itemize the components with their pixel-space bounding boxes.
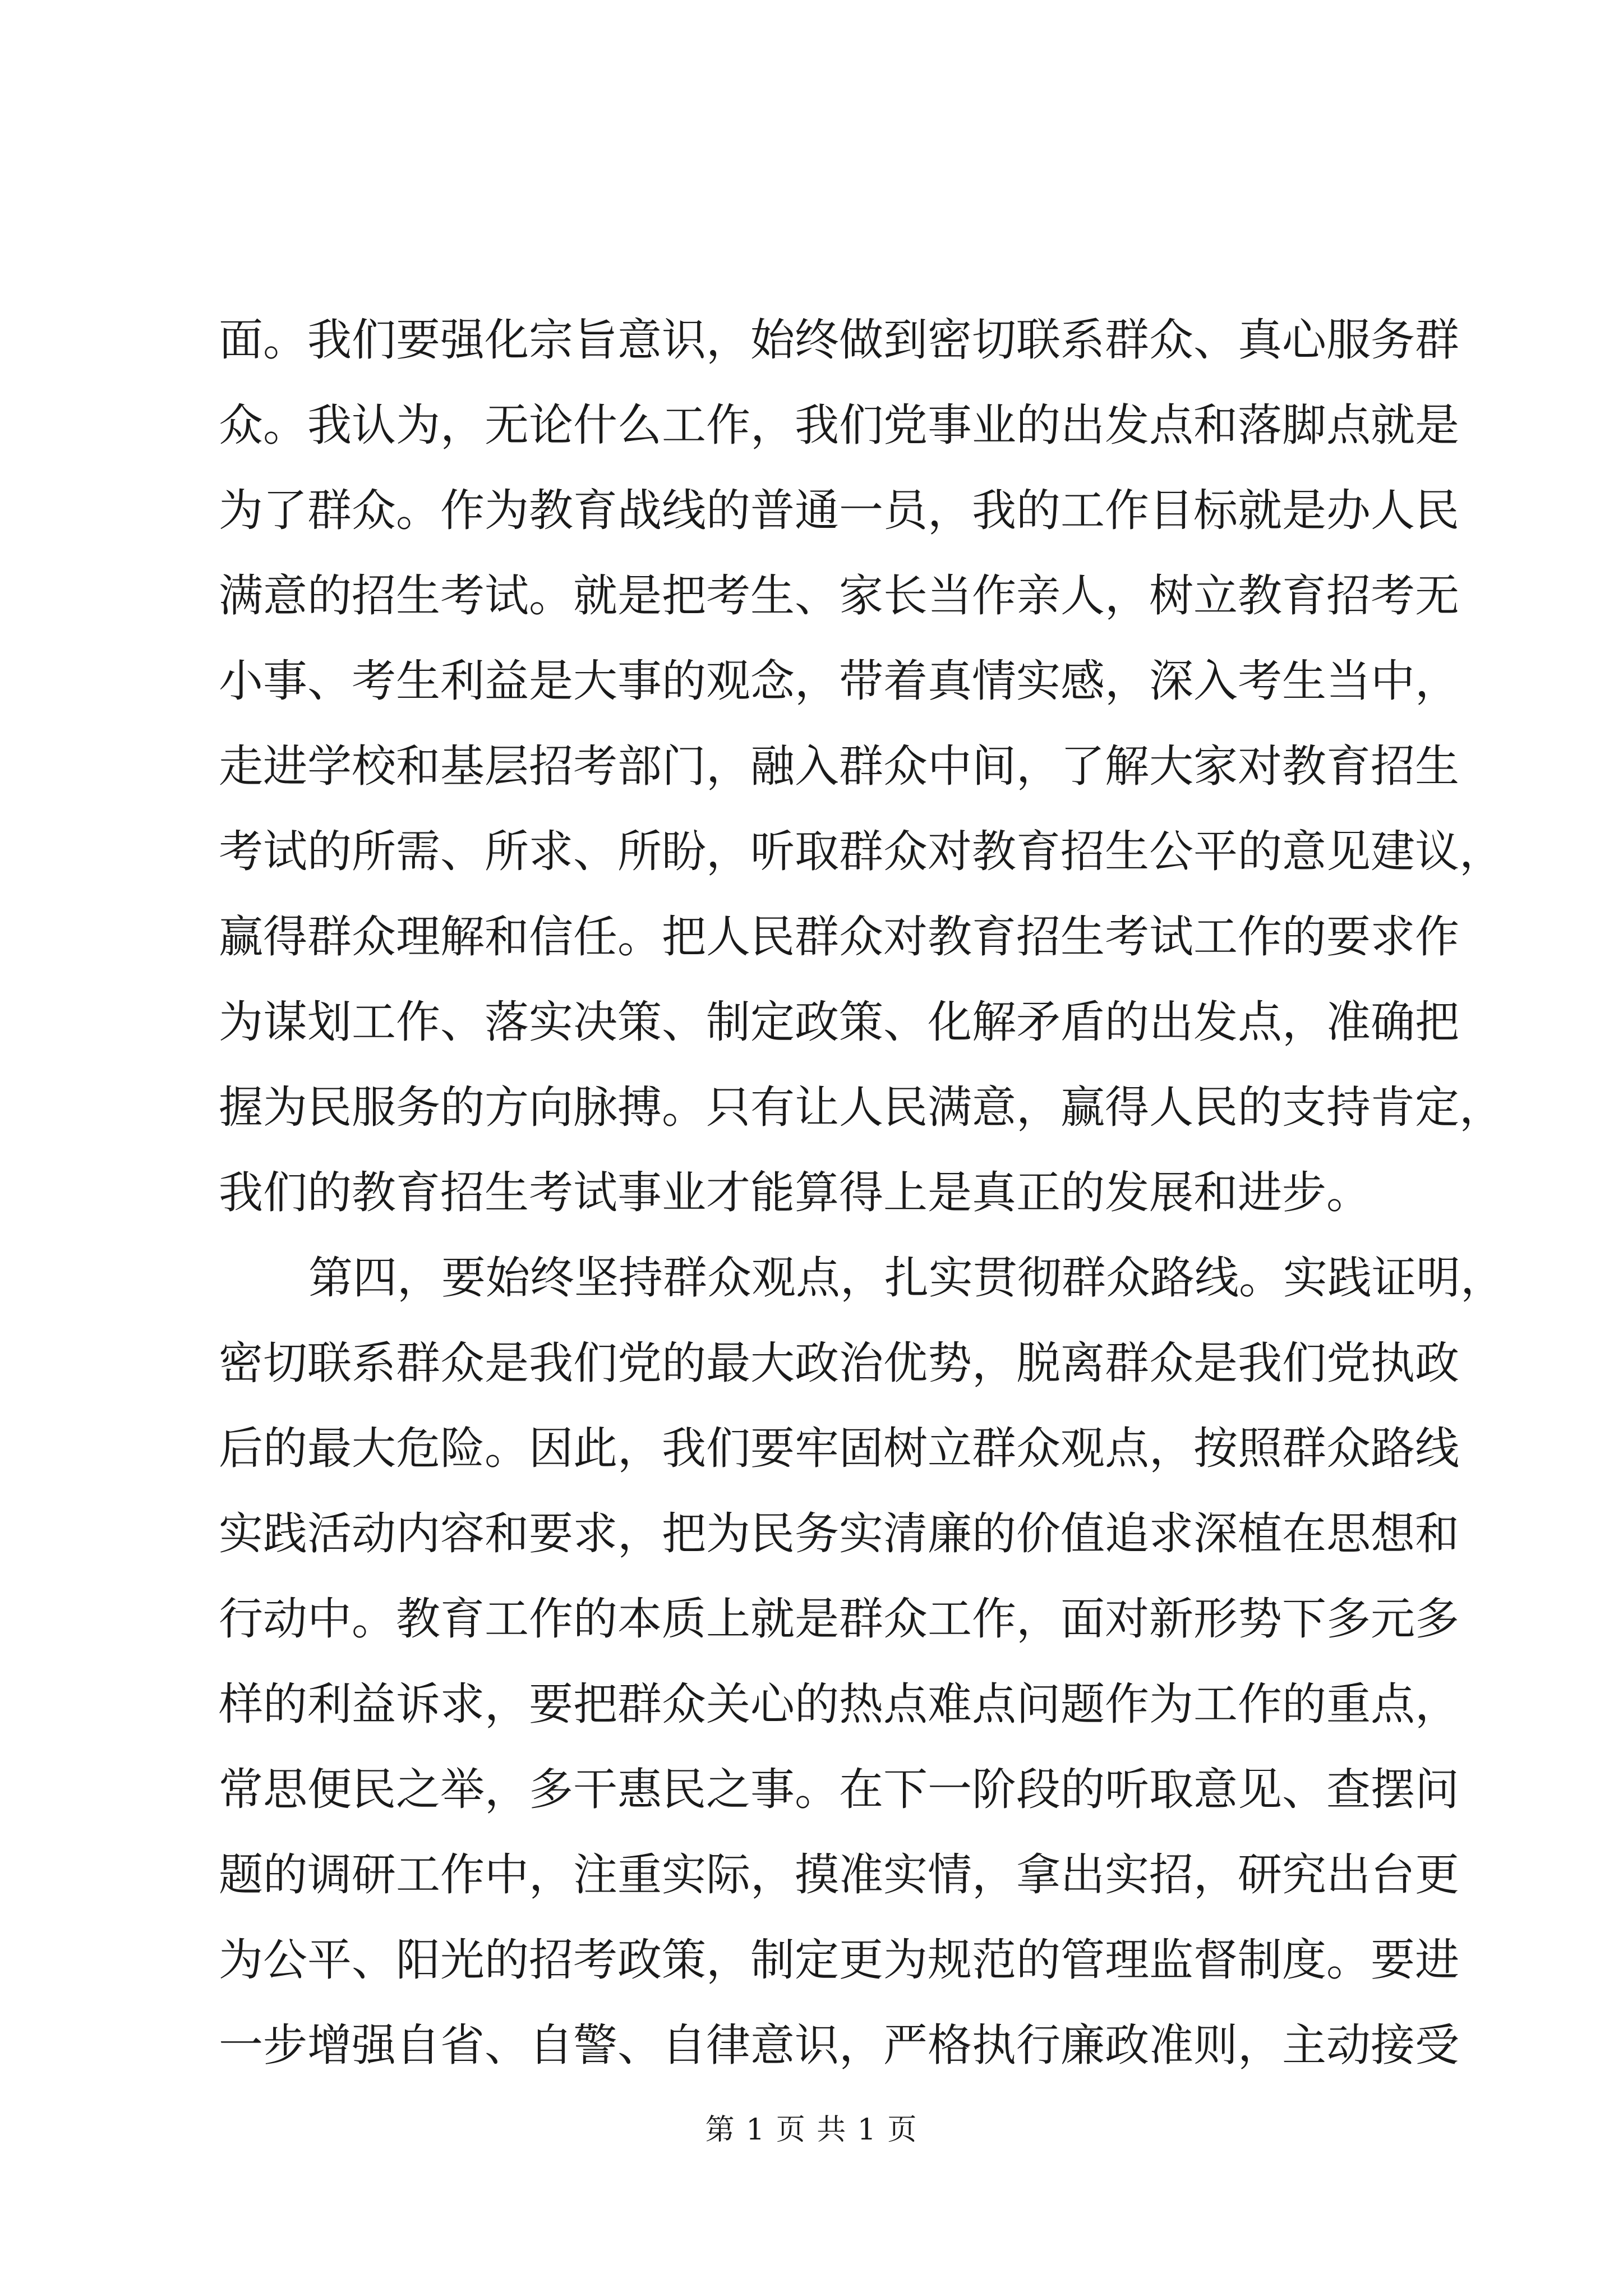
text-line: 常思便民之举，多干惠民之事。在下一阶段的听取意见、查摆问 xyxy=(219,1764,1459,1815)
text-line: 题的调研工作中，注重实际，摸准实情，拿出实招，研究出台更 xyxy=(219,1849,1459,1901)
text-line: 后的最大危险。因此，我们要牢固树立群众观点，按照群众路线 xyxy=(219,1423,1459,1474)
text-line: 样的利益诉求，要把群众关心的热点难点问题作为工作的重点， xyxy=(219,1678,1459,1730)
page-footer xyxy=(0,2110,1623,2150)
text-line: 面。我们要强化宗旨意识，始终做到密切联系群众、真心服务群 xyxy=(219,314,1459,366)
text-line: 一步增强自省、自警、自律意识，严格执行廉政准则，主动接受 xyxy=(219,2019,1459,2071)
text-line: 走进学校和基层招考部门，融入群众中间，了解大家对教育招生 xyxy=(219,740,1459,792)
text-line: 我们的教育招生考试事业才能算得上是真正的发展和进步。 xyxy=(219,1167,1371,1218)
text-line: 行动中。教育工作的本质上就是群众工作，面对新形势下多元多 xyxy=(219,1593,1459,1645)
text-line: 实践活动内容和要求，把为民务实清廉的价值追求深植在思想和 xyxy=(219,1508,1459,1559)
text-line: 为谋划工作、落实决策、制定政策、化解矛盾的出发点，准确把 xyxy=(219,996,1459,1048)
text-line: 为了群众。作为教育战线的普通一员，我的工作目标就是办人民 xyxy=(219,485,1459,536)
text-line: 为公平、阳光的招考政策，制定更为规范的管理监督制度。要进 xyxy=(219,1934,1459,1986)
text-line: 满意的招生考试。就是把考生、家长当作亲人，树立教育招考无 xyxy=(219,570,1459,622)
text-line: 小事、考生利益是大事的观念，带着真情实感，深入考生当中， xyxy=(219,655,1459,707)
text-line: 第四，要始终坚持群众观点，扎实贯彻群众路线。实践证明， xyxy=(308,1252,1505,1304)
text-line: 赢得群众理解和信任。把人民群众对教育招生考试工作的要求作 xyxy=(219,911,1459,963)
text-line: 众。我认为，无论什么工作，我们党事业的出发点和落脚点就是 xyxy=(219,399,1459,451)
text-line: 握为民服务的方向脉搏。只有让人民满意，赢得人民的支持肯定， xyxy=(219,1082,1504,1133)
text-line: 密切联系群众是我们党的最大政治优势，脱离群众是我们党执政 xyxy=(219,1337,1459,1389)
text-line: 考试的所需、所求、所盼，听取群众对教育招生公平的意见建议， xyxy=(219,826,1504,877)
document-body xyxy=(219,297,1505,2088)
page-number-label: 第 1 页 共 1 页 xyxy=(705,2113,918,2147)
